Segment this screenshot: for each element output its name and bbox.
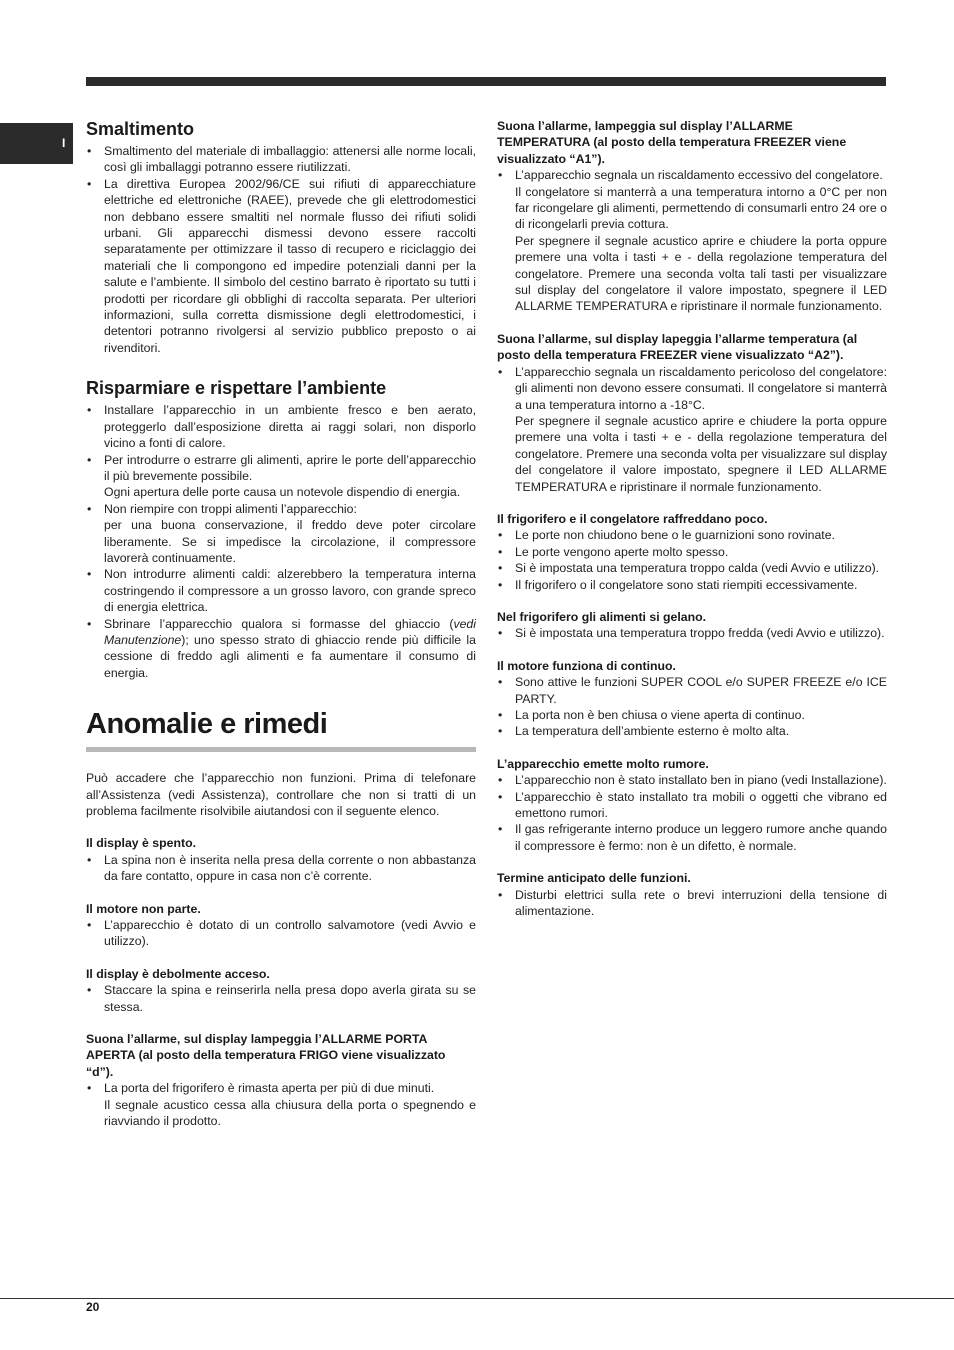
motore-continuo-heading: Il motore funziona di continuo. <box>497 658 676 673</box>
list-item: • Le porte non chiudono bene o le guarnizioni sono rovinate. <box>498 528 835 543</box>
list-item: • La temperatura dell’ambiente esterno è molto alta. <box>498 724 790 739</box>
list-item: • Il gas refrigerante interno produce un leggero rumore anche quando il compressore è fermo: non è un difetto, è normale. <box>498 822 887 853</box>
list-item: • L’apparecchio è stato installato tra mobili o oggetti che vibrano ed emettono rumori. <box>498 789 887 821</box>
smaltimento-list <box>86 143 476 356</box>
termine-heading: Termine anticipato delle funzioni. <box>497 871 691 886</box>
list-item: • Non introdurre alimenti caldi: alzerebbero la temperatura interna costringendo il compressore a un grosso lavoro, con grande spreco di energia elettrica. <box>87 567 476 615</box>
smaltimento-heading: Smaltimento <box>86 119 195 139</box>
language-tab <box>0 123 73 164</box>
list-item: • La spina non è inserita nella presa della corrente o non abbastanza da fare contatto, oppure in casa non c’è corrente. <box>87 852 476 884</box>
header-rule <box>86 77 886 86</box>
risparmiare-list <box>86 402 476 681</box>
motore-continuo-list <box>497 674 887 740</box>
list-item: • Si è impostata una temperatura troppo fredda (vedi Avvio e utilizzo). <box>498 626 885 641</box>
allarme-a1-list <box>497 167 887 315</box>
si-gelano-heading: Nel frigorifero gli alimenti si gelano. <box>497 609 707 624</box>
list-item: • Sono attive le funzioni SUPER COOL e/o SUPER FREEZE e/o ICE PARTY. <box>498 675 887 706</box>
rumore-heading: L’apparecchio emette molto rumore. <box>497 756 709 771</box>
motore-non-parte-heading: Il motore non parte. <box>86 901 201 916</box>
list-item: • Installare l’apparecchio in un ambiente fresco e ben aerato, proteggerlo dall’esposizione diretta ai raggi solari, non disporlo vicino a fonti di calore. <box>87 403 476 451</box>
display-debole-heading: Il display è debolmente acceso. <box>86 966 270 981</box>
page-number: 20 <box>86 1300 100 1314</box>
list-item: • Il frigorifero o il congelatore sono stati riempiti eccessivamente. <box>498 577 858 592</box>
risparmiare-heading: Risparmiare e rispettare l’ambiente <box>86 378 387 399</box>
anomalie-heading: Anomalie e rimedi <box>86 708 328 741</box>
list-item: • La direttiva Europea 2002/96/CE sui rifiuti di apparecchiature elettriche ed elettroniche (RAEE), prevede che gli elettrodomestici non debbano essere smaltiti nel normale flusso dei rifiuti solidi urbani. Gli apparecchi dismessi devono essere raccolti separatamente per ottimizzare il tasso di recupero e riciclaggio dei materiali che li compongono ed impedire potenziali danni per la salute e l’ambiente. Il simbolo del cestino barrato è riportato su tutti i prodotti per ricordare gli obblighi di raccolta separata. Per ulteriori informazioni, sulla corretta dismissione degli elettrodomestici, i detentori potranno rivolgersi al servizio pubblico preposto o ai rivenditori. <box>87 176 476 355</box>
display-debole-list <box>86 982 476 1015</box>
display-spento-heading: Il display è spento. <box>86 836 197 851</box>
rumore-list <box>497 772 887 854</box>
list-item: • L’apparecchio segnala un riscaldamento eccessivo del congelatore. Il congelatore si manterrà a una temperatura intorno a 0°C per non far ricongelare gli alimenti, permettendo di consumarli entro 24 ore o di ricongelarli previa cottura. Per spegnere il segnale acustico aprire e chiudere la porta oppure premere una volta i tasti + e - della regolazione temperatura del congelatore. Premere una seconda volta tali tasti per visualizzare sul display del congelatore il valore impostato, spegnere il LED ALLARME TEMPERATURA e ripristinare il normale funzionamento. <box>498 168 887 314</box>
allarme-a2-heading: Suona l’allarme, sul display lapeggia l’allarme temperatura (al posto della temperatura FREEZER viene visualizzato “A2”). <box>497 331 858 363</box>
manutenzione-reference: vedi Manutenzione <box>104 616 476 647</box>
left-column <box>86 118 476 1130</box>
list-item: • Smaltimento del materiale di imballaggio: attenersi alle norme locali, così gli imballaggi potranno essere riutilizzati. <box>87 144 476 175</box>
si-gelano-list <box>497 625 887 641</box>
list-item: • Sbrinare l’apparecchio qualora si formasse del ghiaccio (vedi Manutenzione); uno spesso strato di ghiaccio rende più difficile la cessione di freddo agli alimenti e fa aumentare il consumo di energia. <box>87 616 476 680</box>
anomalie-intro: Può accadere che l’apparecchio non funzioni. Prima di telefonare all’Assistenza (vedi Assistenza), controllare che non si tratti di un problema facilmente risolvibile aiutandosi con il seguente elenco. <box>86 771 476 818</box>
footer-rule <box>0 1298 954 1299</box>
language-tab-label: I <box>62 136 66 150</box>
list-item: • Staccare la spina e reinserirla nella presa dopo averla girata su se stessa. <box>87 983 476 1014</box>
display-spento-list <box>86 852 476 885</box>
list-item: • Si è impostata una temperatura troppo calda (vedi Avvio e utilizzo). <box>498 561 880 576</box>
list-item: • Disturbi elettrici sulla rete o brevi interruzioni della tensione di alimentazione. <box>498 887 887 919</box>
allarme-a1-heading: Suona l’allarme, lampeggia sul display l’ALLARME TEMPERATURA (al posto della temperatura FREEZER viene visualizzato “A1”). <box>497 119 847 166</box>
termine-list <box>497 887 887 920</box>
raffreddano-poco-heading: Il frigorifero e il congelatore raffreddano poco. <box>497 511 768 526</box>
list-item: • Le porte vengono aperte molto spesso. <box>498 544 729 559</box>
raffreddano-poco-list <box>497 527 887 593</box>
list-item: • L’apparecchio non è stato installato ben in piano (vedi Installazione). <box>498 773 887 788</box>
heading-underline <box>86 747 476 752</box>
list-item: • L’apparecchio segnala un riscaldamento pericoloso del congelatore: gli alimenti non devono essere consumati. Il congelatore si manterrà a una temperatura intorno a -18°C. Per spegnere il segnale acustico aprire e chiudere la porta oppure premere una volta i tasti + e - della regolazione temperatura del congelatore. Premere una seconda volta per visualizzare sul display del congelatore il valore impostato, spegnere il LED ALLARME TEMPERATURA e ripristinare il normale funzionamento. <box>498 364 887 494</box>
allarme-a2-list <box>497 364 887 495</box>
allarme-porta-heading: Suona l’allarme, sul display lampeggia l’ALLARME PORTA APERTA (al posto della temperatura FRIGO viene visualizzato “d”). <box>86 1032 446 1079</box>
list-item: • La porta del frigorifero è rimasta aperta per più di due minuti. Il segnale acustico cessa alla chiusura della porta o spegnendo e riavviando il prodotto. <box>87 1081 476 1129</box>
right-column <box>497 118 887 919</box>
list-item: • Non riempire con troppi alimenti l’apparecchio: per una buona conservazione, il freddo deve poter circolare liberamente. Se si impedisce la circolazione, il compressore lavorerà continuamente. <box>87 501 476 565</box>
list-item: • La porta non è ben chiusa o viene aperta di continuo. <box>498 708 805 722</box>
list-item: • L’apparecchio è dotato di un controllo salvamotore (vedi Avvio e utilizzo). <box>87 918 476 949</box>
motore-non-parte-list <box>86 917 476 950</box>
list-item: • Per introdurre o estrarre gli alimenti, aprire le porte dell’apparecchio il più brevemente possibile. Ogni apertura delle porte causa un notevole dispendio di energia. <box>87 452 476 500</box>
allarme-porta-list <box>86 1080 476 1129</box>
